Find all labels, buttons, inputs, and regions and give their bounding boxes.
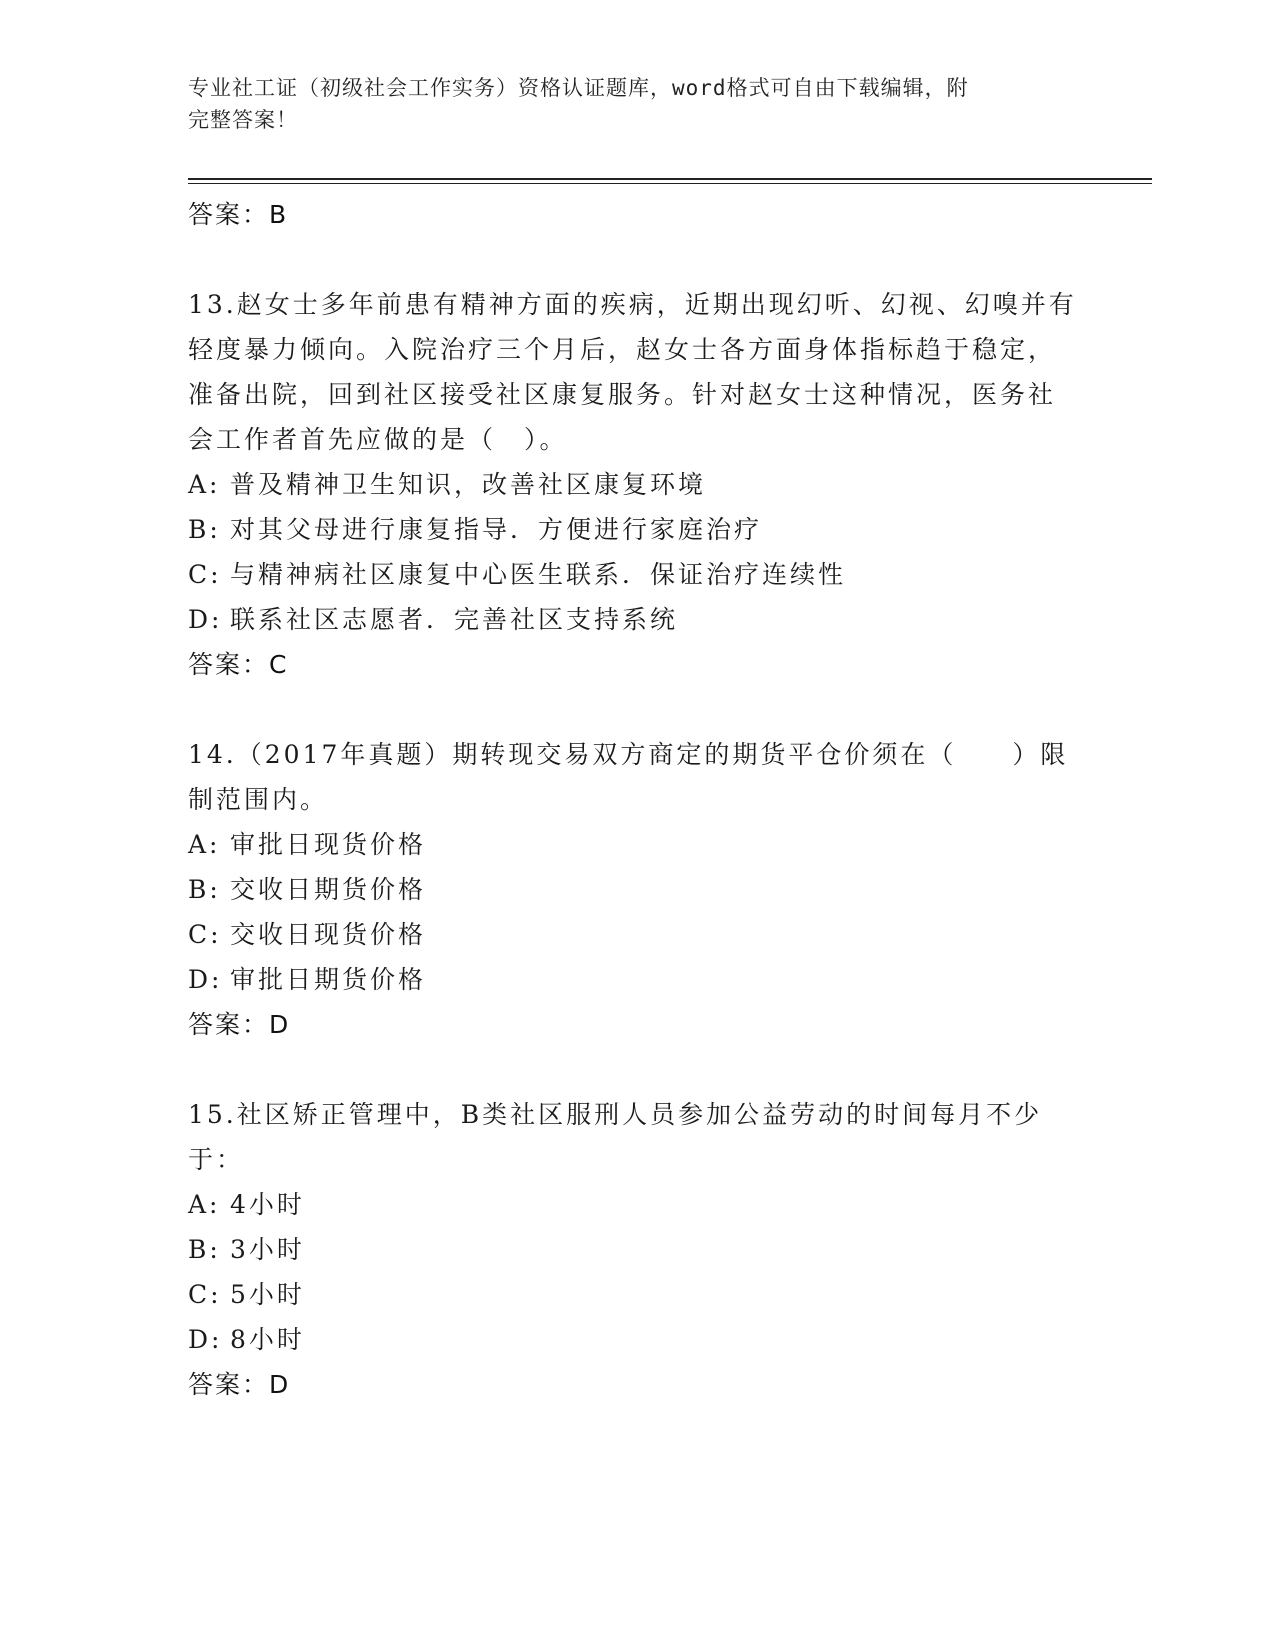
option-b [188, 867, 1088, 912]
option-c [188, 552, 1088, 597]
question-14 [188, 732, 1088, 1048]
option-text: 普及精神卫生知识，改善社区康复环境 [230, 470, 707, 499]
question-text: 14.（2017年真题）期转现交易双方商定的期货平仓价须在（ ）限制范围内。 [188, 740, 1069, 814]
option-d [188, 957, 1088, 1002]
option-list [188, 462, 1088, 642]
option-b [188, 1227, 1088, 1272]
answer-label: 答案：D [188, 1010, 291, 1039]
option-d [188, 597, 1088, 642]
option-text: 交收日期货价格 [230, 875, 427, 904]
option-letter: C: [188, 560, 222, 589]
document-header [188, 72, 1068, 136]
option-letter: D: [188, 965, 223, 994]
option-text: 审批日期货价格 [230, 965, 427, 994]
question-text: 13.赵女士多年前患有精神方面的疾病，近期出现幻听、幻视、幻嗅并有轻度暴力倾向。入院治疗三个月后，赵女士各方面身体指标趋于稳定，准备出院，回到社区接受社区康复服务。针对赵女士这种情况，医务社会工作者首先应做的是（ ）。 [188, 290, 1077, 454]
option-text: 4小时 [230, 1190, 305, 1219]
header-rule-thin [188, 183, 1152, 184]
option-text: 对其父母进行康复指导．方便进行家庭治疗 [230, 515, 763, 544]
question-13 [188, 282, 1088, 688]
option-text: 3小时 [230, 1235, 305, 1264]
option-letter: B: [188, 515, 221, 544]
option-letter: C: [188, 1280, 222, 1309]
option-text: 8小时 [230, 1325, 305, 1354]
option-text: 联系社区志愿者．完善社区支持系统 [230, 605, 679, 634]
option-text: 审批日现货价格 [230, 830, 427, 859]
question-text: 15.社区矫正管理中，B类社区服刑人员参加公益劳动的时间每月不少于： [188, 1100, 1043, 1174]
option-c [188, 1272, 1088, 1317]
option-letter: B: [188, 1235, 221, 1264]
option-letter: A: [188, 830, 221, 859]
header-title-line-2: 完整答案！ [188, 108, 298, 132]
option-a [188, 822, 1088, 867]
option-a [188, 1182, 1088, 1227]
option-letter: A: [188, 470, 221, 499]
option-b [188, 507, 1088, 552]
option-c [188, 912, 1088, 957]
option-list [188, 822, 1088, 1002]
option-letter: A: [188, 1190, 221, 1219]
option-letter: C: [188, 920, 222, 949]
option-text: 5小时 [230, 1280, 305, 1309]
option-d [188, 1317, 1088, 1362]
option-letter: D: [188, 605, 223, 634]
option-letter: B: [188, 875, 221, 904]
answer-label: 答案：D [188, 1370, 291, 1399]
option-list [188, 1182, 1088, 1362]
option-a [188, 462, 1088, 507]
header-title-line-1: 专业社工证（初级社会工作实务）资格认证题库，word格式可自由下载编辑，附 [188, 76, 969, 100]
option-text: 交收日现货价格 [230, 920, 427, 949]
question-15 [188, 1092, 1088, 1408]
option-text: 与精神病社区康复中心医生联系．保证治疗连续性 [230, 560, 847, 589]
option-letter: D: [188, 1325, 223, 1354]
header-rule-thick [188, 178, 1152, 180]
answer-label: 答案：B [188, 200, 289, 229]
answer-label: 答案：C [188, 650, 289, 679]
document-body [188, 188, 1088, 1408]
